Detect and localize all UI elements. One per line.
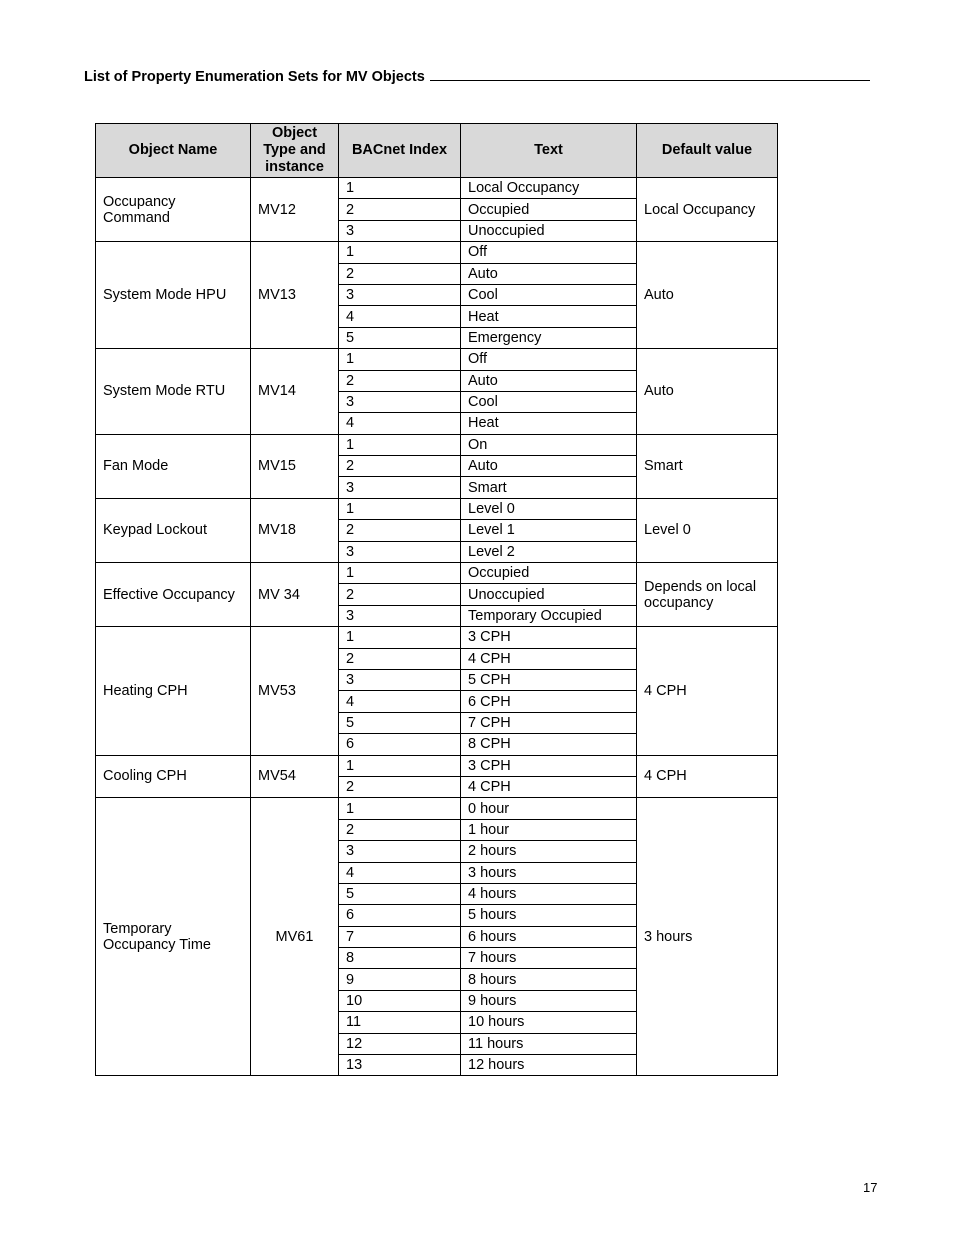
enum-text-cell: 12 hours [461,1055,637,1076]
default-value-cell: Auto [637,349,778,435]
enum-text-cell: Local Occupancy [461,178,637,199]
enum-text-cell: 5 hours [461,905,637,926]
enum-text-cell: Occupied [461,563,637,584]
default-value-cell: 4 CPH [637,627,778,755]
bacnet-index-cell: 3 [339,477,461,498]
object-name-cell: System Mode HPU [96,242,251,349]
enum-text-cell: 4 CPH [461,648,637,669]
table-row [96,498,778,519]
bacnet-index-cell: 1 [339,349,461,370]
header-object-type: Object Type and instance [251,124,339,178]
object-type-cell: MV 34 [251,563,339,627]
bacnet-index-cell: 4 [339,862,461,883]
object-name-cell: Temporary Occupancy Time [96,798,251,1076]
bacnet-index-cell: 2 [339,776,461,797]
object-type-cell: MV18 [251,498,339,562]
enum-text-cell: Auto [461,456,637,477]
table-row [96,755,778,776]
enum-text-cell: 2 hours [461,841,637,862]
table-body [96,178,778,1076]
bacnet-index-cell: 2 [339,584,461,605]
table-row [96,798,778,819]
bacnet-index-cell: 5 [339,712,461,733]
object-name-cell: Heating CPH [96,627,251,755]
bacnet-index-cell: 2 [339,648,461,669]
bacnet-index-cell: 5 [339,883,461,904]
default-value-cell: 3 hours [637,798,778,1076]
enum-text-cell: Cool [461,391,637,412]
enum-text-cell: Heat [461,306,637,327]
object-name-cell: Effective Occupancy [96,563,251,627]
object-type-cell: MV61 [251,798,339,1076]
enum-text-cell: 3 CPH [461,627,637,648]
table-row [96,627,778,648]
enum-text-cell: Temporary Occupied [461,605,637,626]
bacnet-index-cell: 1 [339,242,461,263]
bacnet-index-cell: 4 [339,691,461,712]
enum-text-cell: 10 hours [461,1012,637,1033]
enum-text-cell: 7 hours [461,948,637,969]
header-bacnet-index: BACnet Index [339,124,461,178]
table-row [96,178,778,199]
enum-text-cell: Occupied [461,199,637,220]
bacnet-index-cell: 1 [339,798,461,819]
bacnet-index-cell: 4 [339,413,461,434]
object-type-cell: MV12 [251,178,339,242]
table-header-row [96,124,778,178]
table-row [96,563,778,584]
bacnet-index-cell: 6 [339,734,461,755]
bacnet-index-cell: 9 [339,969,461,990]
bacnet-index-cell: 3 [339,391,461,412]
bacnet-index-cell: 3 [339,669,461,690]
object-name-cell: Cooling CPH [96,755,251,798]
enum-text-cell: 7 CPH [461,712,637,733]
bacnet-index-cell: 1 [339,498,461,519]
object-type-cell: MV15 [251,434,339,498]
enum-text-cell: 4 CPH [461,776,637,797]
enum-text-cell: Unoccupied [461,220,637,241]
object-name-cell: Occupancy Command [96,178,251,242]
bacnet-index-cell: 1 [339,178,461,199]
enum-text-cell: 3 CPH [461,755,637,776]
enum-text-cell: On [461,434,637,455]
header-object-name: Object Name [96,124,251,178]
enum-text-cell: Auto [461,263,637,284]
enum-text-cell: Heat [461,413,637,434]
object-type-cell: MV14 [251,349,339,435]
enum-text-cell: 4 hours [461,883,637,904]
default-value-cell: Depends on local occupancy [637,563,778,627]
enum-text-cell: 8 CPH [461,734,637,755]
bacnet-index-cell: 3 [339,284,461,305]
enumeration-table [95,123,778,1076]
default-value-cell: Local Occupancy [637,178,778,242]
bacnet-index-cell: 1 [339,563,461,584]
bacnet-index-cell: 10 [339,990,461,1011]
default-value-cell: Auto [637,242,778,349]
enum-text-cell: 1 hour [461,819,637,840]
enum-text-cell: Unoccupied [461,584,637,605]
enum-text-cell: Cool [461,284,637,305]
object-type-cell: MV53 [251,627,339,755]
bacnet-index-cell: 1 [339,434,461,455]
bacnet-index-cell: 4 [339,306,461,327]
bacnet-index-cell: 6 [339,905,461,926]
table-row [96,434,778,455]
enum-text-cell: 5 CPH [461,669,637,690]
bacnet-index-cell: 2 [339,456,461,477]
enum-text-cell: 9 hours [461,990,637,1011]
enum-text-cell: Auto [461,370,637,391]
bacnet-index-cell: 1 [339,755,461,776]
object-type-cell: MV54 [251,755,339,798]
enum-text-cell: Off [461,349,637,370]
table-row [96,242,778,263]
enum-text-cell: Smart [461,477,637,498]
default-value-cell: Level 0 [637,498,778,562]
bacnet-index-cell: 12 [339,1033,461,1054]
section-heading-row [84,69,870,87]
object-name-cell: System Mode RTU [96,349,251,435]
object-name-cell: Keypad Lockout [96,498,251,562]
enum-text-cell: 0 hour [461,798,637,819]
enum-text-cell: Level 0 [461,498,637,519]
enum-text-cell: 6 hours [461,926,637,947]
bacnet-index-cell: 2 [339,263,461,284]
bacnet-index-cell: 3 [339,541,461,562]
default-value-cell: 4 CPH [637,755,778,798]
enum-text-cell: Level 2 [461,541,637,562]
object-name-cell: Fan Mode [96,434,251,498]
bacnet-index-cell: 7 [339,926,461,947]
enum-text-cell: 8 hours [461,969,637,990]
bacnet-index-cell: 5 [339,327,461,348]
default-value-cell: Smart [637,434,778,498]
enum-text-cell: Off [461,242,637,263]
bacnet-index-cell: 2 [339,819,461,840]
page-number: 17 [863,1180,878,1195]
bacnet-index-cell: 11 [339,1012,461,1033]
table-row [96,349,778,370]
enum-text-cell: 6 CPH [461,691,637,712]
enum-text-cell: 11 hours [461,1033,637,1054]
bacnet-index-cell: 2 [339,199,461,220]
bacnet-index-cell: 3 [339,841,461,862]
enum-text-cell: 3 hours [461,862,637,883]
enum-text-cell: Level 1 [461,520,637,541]
section-heading: List of Property Enumeration Sets for MV Objects [84,69,430,85]
bacnet-index-cell: 3 [339,605,461,626]
bacnet-index-cell: 1 [339,627,461,648]
bacnet-index-cell: 13 [339,1055,461,1076]
bacnet-index-cell: 3 [339,220,461,241]
header-default-value: Default value [637,124,778,178]
bacnet-index-cell: 2 [339,520,461,541]
enum-text-cell: Emergency [461,327,637,348]
bacnet-index-cell: 8 [339,948,461,969]
object-type-cell: MV13 [251,242,339,349]
bacnet-index-cell: 2 [339,370,461,391]
header-text: Text [461,124,637,178]
